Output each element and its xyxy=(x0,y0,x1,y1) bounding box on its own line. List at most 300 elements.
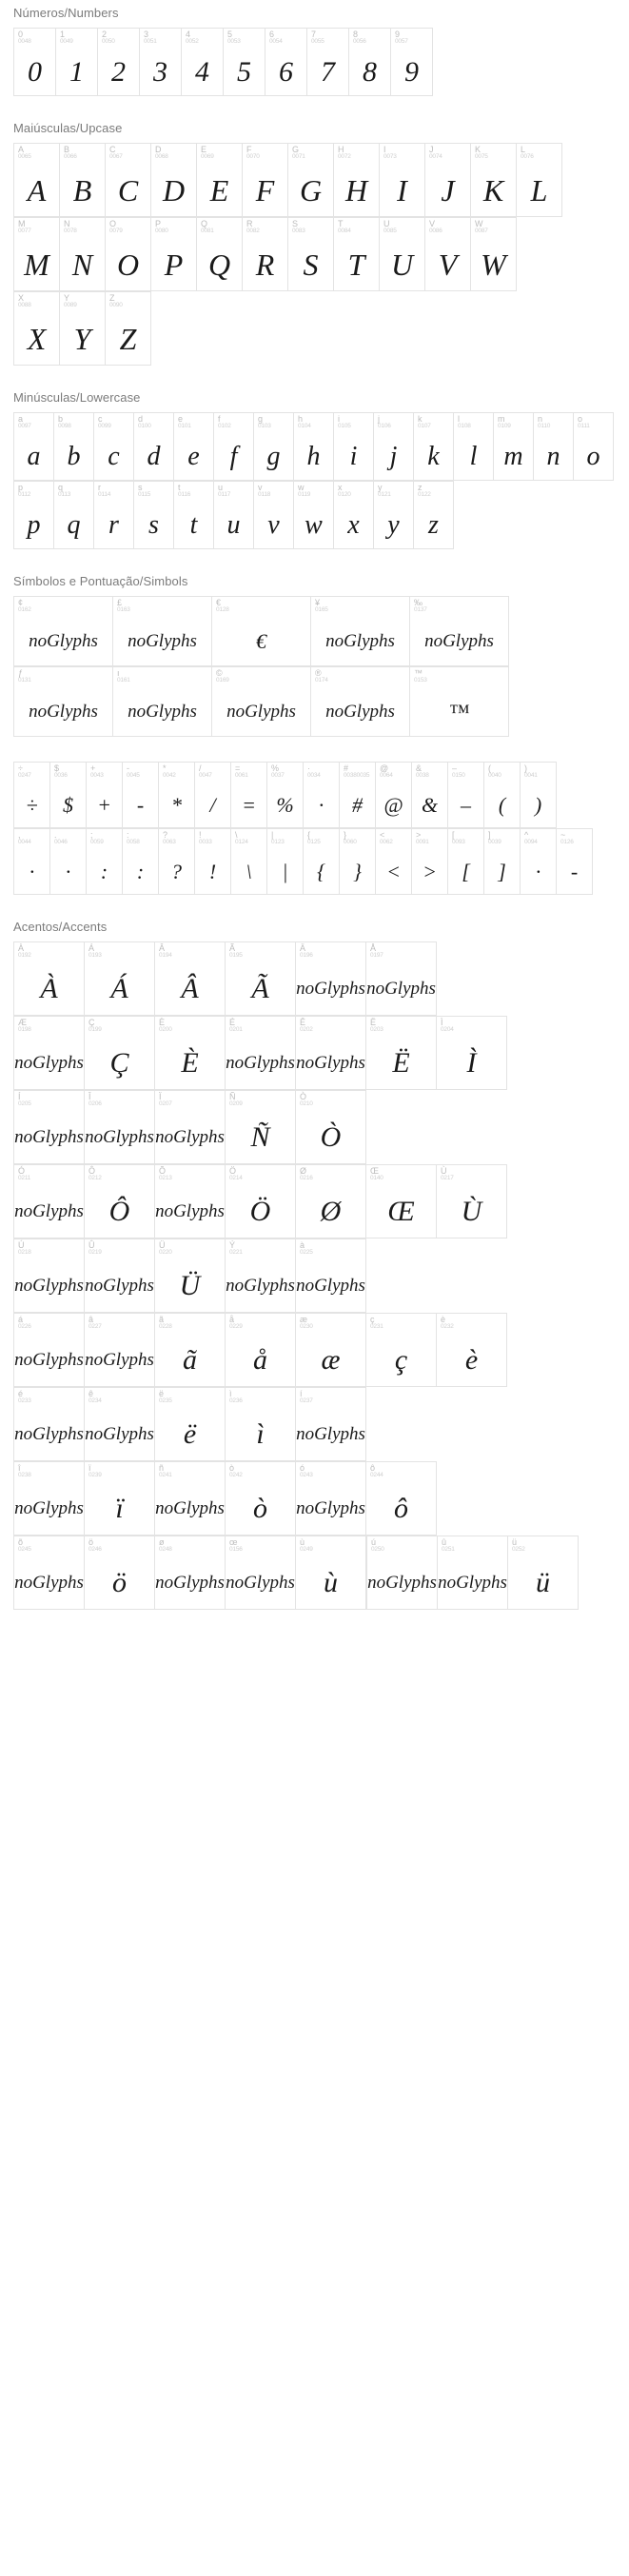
glyph-cell[interactable] xyxy=(53,481,93,548)
glyph-code-label: 0064 xyxy=(380,772,393,780)
glyph-cell[interactable] xyxy=(213,412,253,480)
glyph-code-label: 0249 xyxy=(300,1546,313,1554)
glyph-character-label: j xyxy=(378,414,380,424)
glyph-char: } xyxy=(353,860,362,883)
glyph-cell[interactable] xyxy=(225,1016,295,1089)
glyph-code-label: 0043 xyxy=(90,772,104,780)
glyph-cell[interactable] xyxy=(150,217,196,290)
glyph-code-label: 0194 xyxy=(159,952,172,960)
glyph-code-label: 0038 xyxy=(416,772,429,780)
glyph-character-label: – xyxy=(452,763,458,773)
glyph-character-label: 9 xyxy=(395,30,401,39)
glyph-code-label: 0161 xyxy=(117,677,130,684)
glyph-cell[interactable] xyxy=(365,1016,436,1089)
glyph-code-label: 0033 xyxy=(199,839,212,846)
no-glyphs-label: noGlyphs xyxy=(85,1350,154,1370)
glyph-cell[interactable] xyxy=(339,828,375,894)
glyph-cell[interactable] xyxy=(154,941,225,1015)
glyph-cell[interactable] xyxy=(225,1461,295,1535)
glyph-code-label: 0244 xyxy=(370,1472,383,1479)
glyph-char: : xyxy=(100,860,108,883)
glyph-meta xyxy=(294,482,333,503)
no-glyphs-label: noGlyphs xyxy=(325,702,395,722)
glyph-character-label: Ù xyxy=(441,1166,447,1176)
glyph-cell[interactable] xyxy=(13,1090,84,1163)
glyph-cell[interactable] xyxy=(154,1387,225,1460)
glyph-cell[interactable] xyxy=(133,481,173,548)
glyph-preview xyxy=(437,1335,506,1386)
glyph-cell[interactable] xyxy=(150,143,196,216)
glyph-cell[interactable] xyxy=(225,941,295,1015)
glyph-cell[interactable] xyxy=(112,596,211,665)
glyph-code-label: 0238 xyxy=(18,1472,31,1479)
glyph-meta xyxy=(14,482,53,503)
glyph-cell[interactable] xyxy=(139,28,181,95)
glyph-cell[interactable] xyxy=(375,828,411,894)
glyph-section xyxy=(0,121,629,366)
glyph-cell[interactable] xyxy=(266,762,303,827)
glyph-cell[interactable] xyxy=(97,28,139,95)
glyph-code-label: 0122 xyxy=(418,491,431,499)
glyph-meta xyxy=(60,218,105,239)
glyph-code-label: 0060 xyxy=(344,839,357,846)
glyph-preview xyxy=(288,239,333,290)
glyph-cell[interactable] xyxy=(13,1238,84,1312)
glyph-cell[interactable] xyxy=(339,762,375,827)
glyph-char: À xyxy=(40,973,58,1004)
glyph-cell[interactable] xyxy=(154,1313,225,1386)
glyph-cell[interactable] xyxy=(211,666,310,736)
glyph-character-label: À xyxy=(18,943,25,953)
glyph-char: ò xyxy=(253,1493,267,1524)
glyph-character-label: R xyxy=(246,219,253,228)
glyph-code-label: 0074 xyxy=(429,153,442,161)
glyph-cell[interactable] xyxy=(230,828,266,894)
glyph-code-label: 0150 xyxy=(452,772,465,780)
glyph-character-label: õ xyxy=(18,1537,24,1547)
glyph-code-label: 0235 xyxy=(159,1397,172,1405)
glyph-cell[interactable] xyxy=(194,762,230,827)
glyph-cell[interactable] xyxy=(520,762,556,827)
glyph-cell[interactable] xyxy=(225,1164,295,1238)
glyph-cell[interactable] xyxy=(409,666,508,736)
glyph-cell[interactable] xyxy=(516,143,561,216)
glyph-cell[interactable] xyxy=(295,1461,365,1535)
glyph-cell[interactable] xyxy=(303,762,339,827)
glyph-char: æ xyxy=(321,1344,341,1376)
glyph-cell[interactable] xyxy=(13,1387,84,1460)
glyph-cell[interactable] xyxy=(453,412,493,480)
glyph-preview xyxy=(14,1483,84,1535)
glyph-cell[interactable] xyxy=(379,143,424,216)
glyph-cell[interactable] xyxy=(93,412,133,480)
glyph-code-label: 0212 xyxy=(88,1175,102,1182)
glyph-preview xyxy=(151,165,196,216)
glyph-cell[interactable] xyxy=(390,28,432,95)
glyph-code-label: 0050 xyxy=(102,38,115,46)
glyph-cell[interactable] xyxy=(154,1536,225,1609)
glyph-cell[interactable] xyxy=(447,762,483,827)
glyph-cell[interactable] xyxy=(295,1238,365,1312)
glyph-character-label: u xyxy=(218,483,224,492)
glyph-preview xyxy=(448,783,483,827)
glyph-cell[interactable] xyxy=(303,828,339,894)
glyph-cell[interactable] xyxy=(13,1313,84,1386)
glyph-cell[interactable] xyxy=(470,217,516,290)
glyph-code-label: 0056 xyxy=(353,38,366,46)
glyph-meta xyxy=(54,413,93,434)
glyph-character-label: í xyxy=(300,1389,303,1398)
glyph-cell[interactable] xyxy=(306,28,348,95)
glyph-cell[interactable] xyxy=(483,828,520,894)
glyph-cell[interactable] xyxy=(375,762,411,827)
glyph-cell[interactable] xyxy=(223,28,265,95)
glyph-code-label: 0049 xyxy=(60,38,73,46)
glyph-cell[interactable] xyxy=(436,1313,506,1386)
glyph-cell[interactable] xyxy=(13,412,53,480)
glyph-code-label: 0198 xyxy=(18,1026,31,1034)
glyph-cell[interactable] xyxy=(242,143,287,216)
glyph-preview xyxy=(197,239,242,290)
glyph-cell[interactable] xyxy=(225,1238,295,1312)
glyph-cell[interactable] xyxy=(84,941,154,1015)
glyph-code-label: 0036 xyxy=(54,772,68,780)
glyph-code-label: 0069 xyxy=(201,153,214,161)
glyph-section xyxy=(0,920,629,1610)
glyph-cell[interactable] xyxy=(470,143,516,216)
glyph-cell[interactable] xyxy=(424,143,470,216)
no-glyphs-label: noGlyphs xyxy=(325,631,395,651)
glyph-cell[interactable] xyxy=(196,143,242,216)
glyph-meta xyxy=(14,413,53,434)
glyph-cell[interactable] xyxy=(49,828,86,894)
glyph-cell[interactable] xyxy=(55,28,97,95)
glyph-code-label: 0037 xyxy=(271,772,285,780)
glyph-cell[interactable] xyxy=(86,762,122,827)
glyph-cell[interactable] xyxy=(112,666,211,736)
glyph-char: 4 xyxy=(195,56,209,88)
glyph-cell[interactable] xyxy=(13,941,84,1015)
glyph-meta xyxy=(380,218,424,239)
glyph-cell[interactable] xyxy=(158,828,194,894)
glyph-cell[interactable] xyxy=(59,291,105,365)
glyph-code-label: 0089 xyxy=(64,302,77,309)
glyph-cell[interactable] xyxy=(409,596,508,665)
glyph-cell[interactable] xyxy=(213,481,253,548)
glyph-cell[interactable] xyxy=(295,1016,365,1089)
glyph-cell[interactable] xyxy=(520,828,556,894)
glyph-meta xyxy=(226,1462,295,1483)
glyph-cell[interactable] xyxy=(13,762,49,827)
glyph-cell[interactable] xyxy=(154,1164,225,1238)
glyph-meta xyxy=(85,1388,154,1409)
glyph-cell[interactable] xyxy=(413,412,453,480)
glyph-cell[interactable] xyxy=(287,143,333,216)
glyph-cell[interactable] xyxy=(413,481,453,548)
glyph-cell[interactable] xyxy=(84,1387,154,1460)
glyph-char: Ã xyxy=(251,973,269,1004)
glyph-cell[interactable] xyxy=(122,828,158,894)
glyph-cell[interactable] xyxy=(225,1090,295,1163)
glyph-cell[interactable] xyxy=(211,596,310,665)
glyph-cell[interactable] xyxy=(295,941,365,1015)
glyph-cell[interactable] xyxy=(105,217,150,290)
glyph-cell[interactable] xyxy=(507,1536,578,1609)
glyph-code-label: 0119 xyxy=(298,491,311,499)
glyph-cell[interactable] xyxy=(293,412,333,480)
glyph-meta xyxy=(14,1314,84,1335)
glyph-code-label: 0108 xyxy=(458,423,471,430)
glyph-char: · xyxy=(535,860,541,883)
glyph-cell[interactable] xyxy=(295,1313,365,1386)
glyph-preview xyxy=(494,434,533,480)
sections-container xyxy=(0,6,629,1610)
glyph-preview xyxy=(85,1557,154,1609)
no-glyphs-label: noGlyphs xyxy=(296,1053,365,1073)
glyph-preview xyxy=(134,503,173,548)
glyph-cell[interactable] xyxy=(365,1313,436,1386)
no-glyphs-label: noGlyphs xyxy=(29,702,98,722)
glyph-char: l xyxy=(469,442,478,471)
glyph-preview xyxy=(334,434,373,480)
glyph-cell[interactable] xyxy=(436,1016,506,1089)
glyph-cell[interactable] xyxy=(266,828,303,894)
glyph-code-label: 0099 xyxy=(98,423,111,430)
glyph-preview xyxy=(155,1409,225,1460)
glyph-cell[interactable] xyxy=(181,28,223,95)
glyph-cell[interactable] xyxy=(84,1313,154,1386)
glyph-cell[interactable] xyxy=(84,1238,154,1312)
glyph-character-label: © xyxy=(216,668,223,678)
glyph-code-label: 0098 xyxy=(58,423,71,430)
glyph-cell[interactable] xyxy=(373,481,413,548)
glyph-preview xyxy=(134,434,173,480)
glyph-cell[interactable] xyxy=(133,412,173,480)
glyph-code-label: 0113 xyxy=(58,491,71,499)
glyph-cell[interactable] xyxy=(436,1164,506,1238)
glyph-cell[interactable] xyxy=(13,666,112,736)
glyph-char: È xyxy=(181,1047,199,1079)
glyph-cell[interactable] xyxy=(573,412,613,480)
glyph-character-label: Ü xyxy=(159,1240,166,1250)
glyph-character-label: ( xyxy=(488,763,491,773)
glyph-meta xyxy=(14,667,112,688)
glyph-row xyxy=(13,1016,507,1090)
glyph-meta xyxy=(557,829,592,850)
glyph-cell[interactable] xyxy=(411,762,447,827)
glyph-cell[interactable] xyxy=(93,481,133,548)
glyph-preview xyxy=(437,1038,506,1089)
glyph-character-label: Î xyxy=(88,1092,91,1101)
glyph-meta xyxy=(366,1165,436,1186)
glyph-character-label: 8 xyxy=(353,30,359,39)
glyph-character-label: é xyxy=(18,1389,24,1398)
glyph-cell[interactable] xyxy=(105,143,150,216)
glyph-cell[interactable] xyxy=(225,1536,295,1609)
glyph-code-label: 0109 xyxy=(498,423,511,430)
glyph-cell[interactable] xyxy=(447,828,483,894)
glyph-preview xyxy=(106,313,150,365)
glyph-meta xyxy=(296,1239,365,1260)
glyph-char: < xyxy=(386,860,401,883)
glyph-cell[interactable] xyxy=(49,762,86,827)
glyph-code-label: 0242 xyxy=(229,1472,243,1479)
glyph-cell[interactable] xyxy=(295,1090,365,1163)
glyph-cell[interactable] xyxy=(265,28,306,95)
glyph-code-label: 0131 xyxy=(18,677,31,684)
glyph-cell[interactable] xyxy=(84,1090,154,1163)
glyph-cell[interactable] xyxy=(333,481,373,548)
glyph-meta xyxy=(304,829,339,850)
glyph-cell[interactable] xyxy=(13,143,59,216)
no-glyphs-label: noGlyphs xyxy=(155,1498,225,1518)
glyph-cell[interactable] xyxy=(373,412,413,480)
glyph-cell[interactable] xyxy=(53,412,93,480)
glyph-cell[interactable] xyxy=(13,1016,84,1089)
glyph-cell[interactable] xyxy=(122,762,158,827)
glyph-cell[interactable] xyxy=(158,762,194,827)
glyph-preview xyxy=(98,50,139,95)
glyph-cell[interactable] xyxy=(533,412,573,480)
glyph-cell[interactable] xyxy=(424,217,470,290)
glyph-cell[interactable] xyxy=(84,1016,154,1089)
glyph-character-label: ø xyxy=(159,1537,165,1547)
glyph-cell[interactable] xyxy=(310,666,409,736)
glyph-cell[interactable] xyxy=(154,1016,225,1089)
glyph-code-label: 0218 xyxy=(18,1249,31,1257)
glyph-cell[interactable] xyxy=(13,596,112,665)
glyph-preview xyxy=(56,50,97,95)
glyph-cell[interactable] xyxy=(365,1164,436,1238)
no-glyphs-label: noGlyphs xyxy=(14,1573,84,1593)
glyph-preview xyxy=(14,503,53,548)
glyph-character-label: z xyxy=(418,483,423,492)
glyph-cell[interactable] xyxy=(293,481,333,548)
glyph-meta xyxy=(106,292,150,313)
no-glyphs-label: noGlyphs xyxy=(14,1276,84,1296)
glyph-cell[interactable] xyxy=(154,1461,225,1535)
glyph-preview xyxy=(376,850,411,894)
glyph-cell[interactable] xyxy=(13,28,55,95)
glyph-cell[interactable] xyxy=(13,217,59,290)
glyph-cell[interactable] xyxy=(333,143,379,216)
glyph-cell[interactable] xyxy=(173,481,213,548)
glyph-code-label: 0084 xyxy=(338,228,351,235)
glyph-cell[interactable] xyxy=(194,828,230,894)
glyph-code-label: 0034 xyxy=(307,772,321,780)
glyph-cell[interactable] xyxy=(154,1238,225,1312)
glyph-row xyxy=(13,596,509,666)
glyph-cell[interactable] xyxy=(556,828,592,894)
glyph-cell[interactable] xyxy=(105,291,150,365)
glyph-cell[interactable] xyxy=(411,828,447,894)
glyph-cell[interactable] xyxy=(365,941,436,1015)
glyph-cell[interactable] xyxy=(333,217,379,290)
glyph-cell[interactable] xyxy=(379,217,424,290)
glyph-character-label: æ xyxy=(300,1315,308,1324)
glyph-cell[interactable] xyxy=(253,412,293,480)
glyph-preview xyxy=(54,503,93,548)
glyph-char: ù xyxy=(324,1567,338,1598)
glyph-meta xyxy=(448,829,483,850)
glyph-cell[interactable] xyxy=(154,1090,225,1163)
glyph-char: S xyxy=(303,247,319,282)
glyph-row xyxy=(13,666,509,737)
glyph-meta xyxy=(437,1165,506,1186)
glyph-preview xyxy=(14,50,55,95)
glyph-character-label: ü xyxy=(512,1537,518,1547)
glyph-cell[interactable] xyxy=(483,762,520,827)
glyph-char: n xyxy=(546,442,560,471)
glyph-cell[interactable] xyxy=(13,291,59,365)
glyph-cell[interactable] xyxy=(493,412,533,480)
glyph-cell[interactable] xyxy=(230,762,266,827)
glyph-cell[interactable] xyxy=(84,1461,154,1535)
glyph-preview xyxy=(195,783,230,827)
glyph-preview xyxy=(296,1038,365,1089)
glyph-meta xyxy=(340,763,375,783)
glyph-meta xyxy=(155,1165,225,1186)
glyph-cell[interactable] xyxy=(287,217,333,290)
glyph-cell[interactable] xyxy=(310,596,409,665)
glyph-char: j xyxy=(389,442,398,471)
glyph-cell[interactable] xyxy=(253,481,293,548)
glyph-meta xyxy=(14,1388,84,1409)
glyph-code-label: 0230 xyxy=(300,1323,313,1331)
glyph-cell[interactable] xyxy=(13,828,49,894)
glyph-character-label: F xyxy=(246,145,252,154)
glyph-cell[interactable] xyxy=(437,1536,507,1609)
glyph-cell[interactable] xyxy=(59,217,105,290)
glyph-cell[interactable] xyxy=(295,1536,365,1609)
glyph-code-label: 0040 xyxy=(488,772,501,780)
glyph-cell[interactable] xyxy=(84,1536,154,1609)
glyph-meta xyxy=(214,482,253,503)
glyph-cell[interactable] xyxy=(348,28,390,95)
glyph-cell[interactable] xyxy=(173,412,213,480)
glyph-cell[interactable] xyxy=(13,1461,84,1535)
glyph-meta xyxy=(410,667,508,688)
glyph-cell[interactable] xyxy=(13,1164,84,1238)
glyph-meta xyxy=(437,1017,506,1038)
glyph-cell[interactable] xyxy=(225,1387,295,1460)
glyph-grid xyxy=(13,28,603,96)
glyph-cell[interactable] xyxy=(84,1164,154,1238)
glyph-character-label: x xyxy=(338,483,343,492)
glyph-cell[interactable] xyxy=(365,1461,436,1535)
glyph-cell[interactable] xyxy=(13,1536,84,1609)
glyph-cell[interactable] xyxy=(86,828,122,894)
glyph-code-label: 0206 xyxy=(88,1100,102,1108)
glyph-preview xyxy=(214,434,253,480)
glyph-cell[interactable] xyxy=(333,412,373,480)
glyph-cell[interactable] xyxy=(13,481,53,548)
glyph-cell[interactable] xyxy=(59,143,105,216)
glyph-meta xyxy=(14,1462,84,1483)
glyph-meta xyxy=(155,1462,225,1483)
glyph-cell[interactable] xyxy=(366,1536,437,1609)
glyph-cell[interactable] xyxy=(242,217,287,290)
glyph-cell[interactable] xyxy=(196,217,242,290)
glyph-cell[interactable] xyxy=(295,1164,365,1238)
glyph-char: : xyxy=(136,860,145,883)
glyph-character-label: ì xyxy=(229,1389,232,1398)
glyph-cell[interactable] xyxy=(225,1313,295,1386)
glyph-cell[interactable] xyxy=(295,1387,365,1460)
glyph-code-label: 0210 xyxy=(300,1100,313,1108)
glyph-character-label: ! xyxy=(199,830,202,840)
glyph-char: ì xyxy=(256,1418,265,1450)
